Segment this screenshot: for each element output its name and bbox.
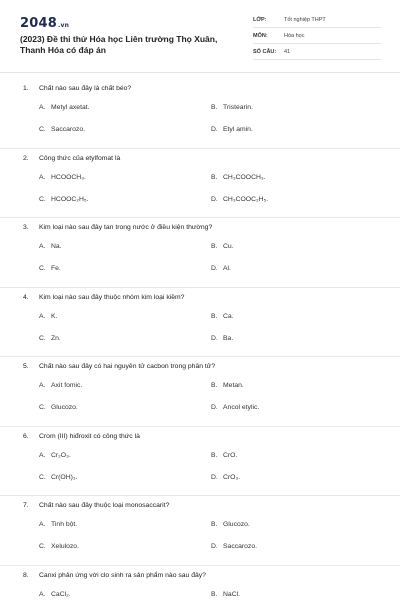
option-b[interactable]	[211, 591, 240, 598]
option-letter: B.	[211, 521, 218, 528]
option-b[interactable]	[211, 313, 234, 320]
option-letter: B.	[211, 173, 218, 181]
exam-meta	[253, 14, 381, 62]
option-letter: D.	[211, 543, 218, 550]
option-text: HCOOC₂H₅.	[51, 195, 89, 203]
option-a[interactable]	[39, 452, 71, 459]
option-a[interactable]	[39, 243, 62, 250]
option-text: Al.	[223, 265, 231, 272]
option-c[interactable]	[39, 126, 85, 133]
option-letter: B.	[211, 382, 218, 389]
option-letter: B.	[211, 104, 218, 111]
option-b[interactable]	[211, 104, 253, 111]
option-b[interactable]	[211, 521, 250, 528]
option-text: Metyl axetat.	[51, 104, 90, 111]
meta-key: SỐ CÂU:	[253, 49, 277, 55]
option-b[interactable]	[211, 382, 244, 389]
option-text: Etyl amin.	[223, 126, 253, 133]
option-letter: C.	[39, 404, 46, 411]
option-letter: A.	[39, 521, 46, 528]
meta-value: 41	[284, 49, 291, 55]
meta-key: LỚP:	[253, 17, 267, 23]
option-letter: A.	[39, 590, 46, 598]
option-d[interactable]	[211, 196, 268, 203]
question-1	[0, 79, 400, 149]
option-d[interactable]	[211, 265, 231, 272]
option-text: Glucozo.	[51, 404, 78, 411]
question-stem	[23, 502, 169, 509]
option-a[interactable]	[39, 174, 86, 181]
option-letter: A.	[39, 104, 46, 111]
question-5	[0, 357, 400, 427]
option-letter: C.	[39, 543, 46, 550]
question-number: 5.	[23, 363, 29, 370]
option-text: CaCl₂.	[51, 590, 71, 598]
question-number: 4.	[23, 293, 29, 301]
question-4	[0, 288, 400, 358]
meta-row-count	[253, 46, 381, 60]
question-number: 2.	[23, 154, 29, 162]
meta-row-class	[253, 14, 381, 28]
question-8	[0, 566, 400, 600]
option-text: Saccarozo.	[223, 543, 258, 550]
page-header	[0, 0, 400, 70]
question-number: 7.	[23, 502, 29, 509]
option-d[interactable]	[211, 474, 240, 481]
option-letter: C.	[39, 265, 46, 272]
option-letter: B.	[211, 243, 218, 250]
option-text: Metan.	[223, 382, 244, 389]
question-stem	[23, 155, 120, 162]
option-a[interactable]	[39, 313, 57, 320]
option-text: CrO.	[223, 451, 238, 459]
question-text: Canxi phản ứng với clo sinh ra sản phẩm nào sau đây?	[39, 571, 206, 579]
option-letter: D.	[211, 404, 218, 411]
option-text: CH₃COOC₂H₅.	[223, 195, 269, 203]
question-number: 8.	[23, 571, 29, 579]
option-a[interactable]	[39, 104, 90, 111]
option-c[interactable]	[39, 335, 61, 342]
option-letter: D.	[211, 195, 218, 203]
option-letter: A.	[39, 451, 46, 459]
option-letter: A.	[39, 382, 46, 389]
option-b[interactable]	[211, 243, 234, 250]
option-text: NaCl.	[223, 590, 240, 598]
option-letter: C.	[39, 195, 46, 203]
option-letter: D.	[211, 126, 218, 133]
option-text: Fe.	[51, 265, 61, 272]
option-text: Tinh bột.	[51, 521, 78, 528]
option-text: HCOOCH₃.	[51, 173, 86, 181]
option-a[interactable]	[39, 591, 71, 598]
option-letter: A.	[39, 312, 46, 320]
option-text: Ancol etylic.	[223, 404, 260, 411]
option-letter: B.	[211, 312, 218, 320]
option-b[interactable]	[211, 174, 266, 181]
meta-row-subject	[253, 30, 381, 44]
question-stem	[23, 363, 215, 370]
option-c[interactable]	[39, 196, 88, 203]
logo-suffix: .vn	[57, 22, 70, 29]
option-letter: B.	[211, 451, 218, 459]
site-logo[interactable]	[20, 16, 69, 31]
option-text: Xelulozo.	[51, 543, 79, 550]
option-a[interactable]	[39, 521, 77, 528]
question-text: Chất nào sau đây có hai nguyên tử cacbon trong phân tử?	[39, 363, 216, 370]
option-text: Cr₂O₃.	[51, 451, 71, 459]
question-3	[0, 218, 400, 288]
option-letter: C.	[39, 334, 46, 342]
question-text: Kim loại nào sau đây thuộc nhóm kim loại kiềm?	[39, 293, 185, 301]
logo-text: 2048	[20, 16, 57, 31]
option-text: Cr(OH)₃.	[51, 473, 78, 481]
question-list	[0, 79, 400, 600]
option-c[interactable]	[39, 404, 78, 411]
question-stem	[23, 224, 212, 231]
question-text: Chất nào sau đây thuộc loại monosaccarit?	[39, 502, 170, 509]
option-d[interactable]	[211, 404, 259, 411]
question-stem	[23, 433, 140, 440]
option-letter: D.	[211, 334, 218, 342]
option-text: Ca.	[223, 312, 234, 320]
option-letter: A.	[39, 173, 46, 181]
option-text: CrO₃.	[223, 473, 241, 481]
question-number: 1.	[23, 85, 29, 92]
option-text: Tristearin.	[223, 104, 253, 111]
question-stem	[23, 572, 206, 579]
question-number: 6.	[23, 432, 29, 440]
question-text: Công thức của etylfomat là	[39, 154, 121, 162]
meta-key: MÔN:	[253, 33, 268, 39]
question-stem	[23, 85, 131, 92]
meta-value: Hóa học	[284, 33, 305, 39]
option-text: Zn.	[51, 334, 61, 342]
option-text: K.	[51, 312, 58, 320]
option-letter: D.	[211, 473, 218, 481]
option-letter: D.	[211, 265, 218, 272]
option-text: Cu.	[223, 243, 234, 250]
question-text: Crom (III) hiđroxit có công thức là	[39, 432, 140, 440]
option-d[interactable]	[211, 543, 257, 550]
question-stem	[23, 294, 184, 301]
option-text: CH₃COOCH₃.	[223, 173, 266, 181]
option-text: Ba.	[223, 334, 234, 342]
option-letter: C.	[39, 126, 46, 133]
option-c[interactable]	[39, 474, 78, 481]
option-letter: A.	[39, 243, 46, 250]
question-number: 3.	[23, 224, 29, 231]
option-text: Glucozo.	[223, 521, 250, 528]
question-7	[0, 496, 400, 566]
option-d[interactable]	[211, 335, 233, 342]
option-letter: B.	[211, 590, 218, 598]
question-text: Chất nào sau đây là chất béo?	[39, 85, 132, 92]
option-c[interactable]	[39, 265, 61, 272]
document-title: (2023) Đề thi thử Hóa học Liên trường Thọ Xuân, Thanh Hóa có đáp án	[20, 34, 218, 55]
option-text: Saccarozo.	[51, 126, 86, 133]
option-text: Axit fomic.	[51, 382, 83, 389]
option-text: Na.	[51, 243, 62, 250]
option-b[interactable]	[211, 452, 237, 459]
header-divider	[0, 72, 400, 73]
question-text: Kim loại nào sau đây tan trong nước ở điều kiện thường?	[39, 224, 213, 231]
meta-value: Tốt nghiệp THPT	[284, 17, 326, 23]
option-d[interactable]	[211, 126, 253, 133]
option-c[interactable]	[39, 543, 79, 550]
option-a[interactable]	[39, 382, 82, 389]
question-2	[0, 149, 400, 219]
option-letter: C.	[39, 473, 46, 481]
question-6	[0, 427, 400, 497]
